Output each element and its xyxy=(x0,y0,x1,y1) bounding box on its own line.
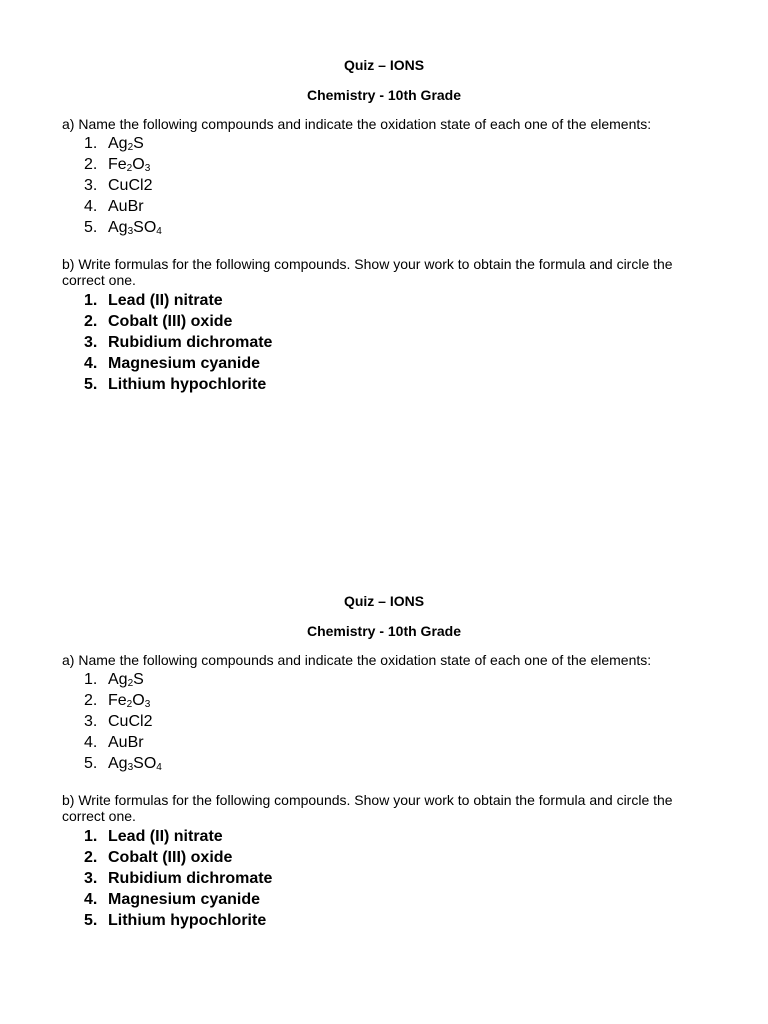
compound-name-list xyxy=(84,291,272,395)
item-number: 4. xyxy=(84,733,98,751)
list-item xyxy=(84,691,162,712)
quiz-subtitle: Chemistry - 10th Grade xyxy=(306,623,462,639)
item-number: 2. xyxy=(84,692,98,710)
item-number: 2. xyxy=(84,849,98,867)
list-item xyxy=(84,176,162,197)
compound-name: Rubidium dichromate xyxy=(108,869,273,887)
compound-formula: $Ag_3SO_4$ xyxy=(108,218,162,237)
item-number: 5. xyxy=(84,911,98,929)
list-item xyxy=(84,827,272,848)
compound-name: Magnesium cyanide xyxy=(108,354,261,372)
item-number: 2. xyxy=(84,313,98,331)
item-number: 5. xyxy=(84,375,98,393)
compound-formula: $Fe_2O_3$ xyxy=(108,156,151,175)
list-item xyxy=(84,712,162,733)
compound-formula: CuCl2 xyxy=(108,176,153,194)
item-number: 1. xyxy=(84,292,98,310)
quiz-title: Quiz – IONS xyxy=(343,593,425,609)
item-number: 2. xyxy=(84,156,98,174)
list-item xyxy=(84,670,162,691)
list-item xyxy=(84,312,272,333)
compound-name: Cobalt (III) oxide xyxy=(108,849,233,867)
compound-formula: $Fe_2O_3$ xyxy=(108,692,151,711)
compound-formula: $Ag_3SO_4$ xyxy=(108,754,162,773)
quiz-title: Quiz – IONS xyxy=(343,57,425,73)
list-item xyxy=(84,889,272,910)
compound-formula: $Ag_2S$ xyxy=(108,135,144,154)
item-number: 1. xyxy=(84,135,98,153)
compound-name: Lithium hypochlorite xyxy=(108,911,267,929)
item-number: 5. xyxy=(84,754,98,772)
item-number: 4. xyxy=(84,890,98,908)
compound-name: Cobalt (III) oxide xyxy=(108,313,233,331)
quiz-subtitle: Chemistry - 10th Grade xyxy=(306,87,462,103)
compound-formula: AuBr xyxy=(108,197,144,215)
compound-name: Rubidium dichromate xyxy=(108,333,273,351)
item-number: 4. xyxy=(84,197,98,215)
list-item xyxy=(84,848,272,869)
item-number: 3. xyxy=(84,333,98,351)
compound-formula: CuCl2 xyxy=(108,712,153,730)
compound-list xyxy=(84,134,162,238)
part-b-instruction: b) Write formulas for the following compounds. Show your work to obtain the formula and circle the correct one. xyxy=(62,256,673,288)
list-item xyxy=(84,196,162,217)
item-number: 3. xyxy=(84,712,98,730)
list-item xyxy=(84,134,162,155)
part-b-instruction: b) Write formulas for the following compounds. Show your work to obtain the formula and circle the correct one. xyxy=(62,792,673,824)
item-number: 1. xyxy=(84,671,98,689)
list-item xyxy=(84,291,272,312)
list-item xyxy=(84,753,162,774)
item-number: 1. xyxy=(84,828,98,846)
compound-name: Lead (II) nitrate xyxy=(108,828,223,846)
item-number: 5. xyxy=(84,218,98,236)
compound-list xyxy=(84,670,162,774)
compound-name: Lithium hypochlorite xyxy=(108,375,267,393)
compound-formula: AuBr xyxy=(108,733,144,751)
list-item xyxy=(84,353,272,374)
item-number: 3. xyxy=(84,176,98,194)
list-item xyxy=(84,732,162,753)
compound-formula: $Ag_2S$ xyxy=(108,671,144,690)
compound-name: Lead (II) nitrate xyxy=(108,292,223,310)
compound-name: Magnesium cyanide xyxy=(108,890,261,908)
item-number: 4. xyxy=(84,354,98,372)
list-item xyxy=(84,333,272,354)
list-item xyxy=(84,869,272,890)
list-item xyxy=(84,910,272,931)
item-number: 3. xyxy=(84,869,98,887)
list-item xyxy=(84,374,272,395)
part-a-instruction: a) Name the following compounds and indicate the oxidation state of each one of the elements: xyxy=(62,652,652,668)
list-item xyxy=(84,155,162,176)
part-a-instruction: a) Name the following compounds and indicate the oxidation state of each one of the elements: xyxy=(62,116,652,132)
compound-name-list xyxy=(84,827,272,931)
list-item xyxy=(84,217,162,238)
